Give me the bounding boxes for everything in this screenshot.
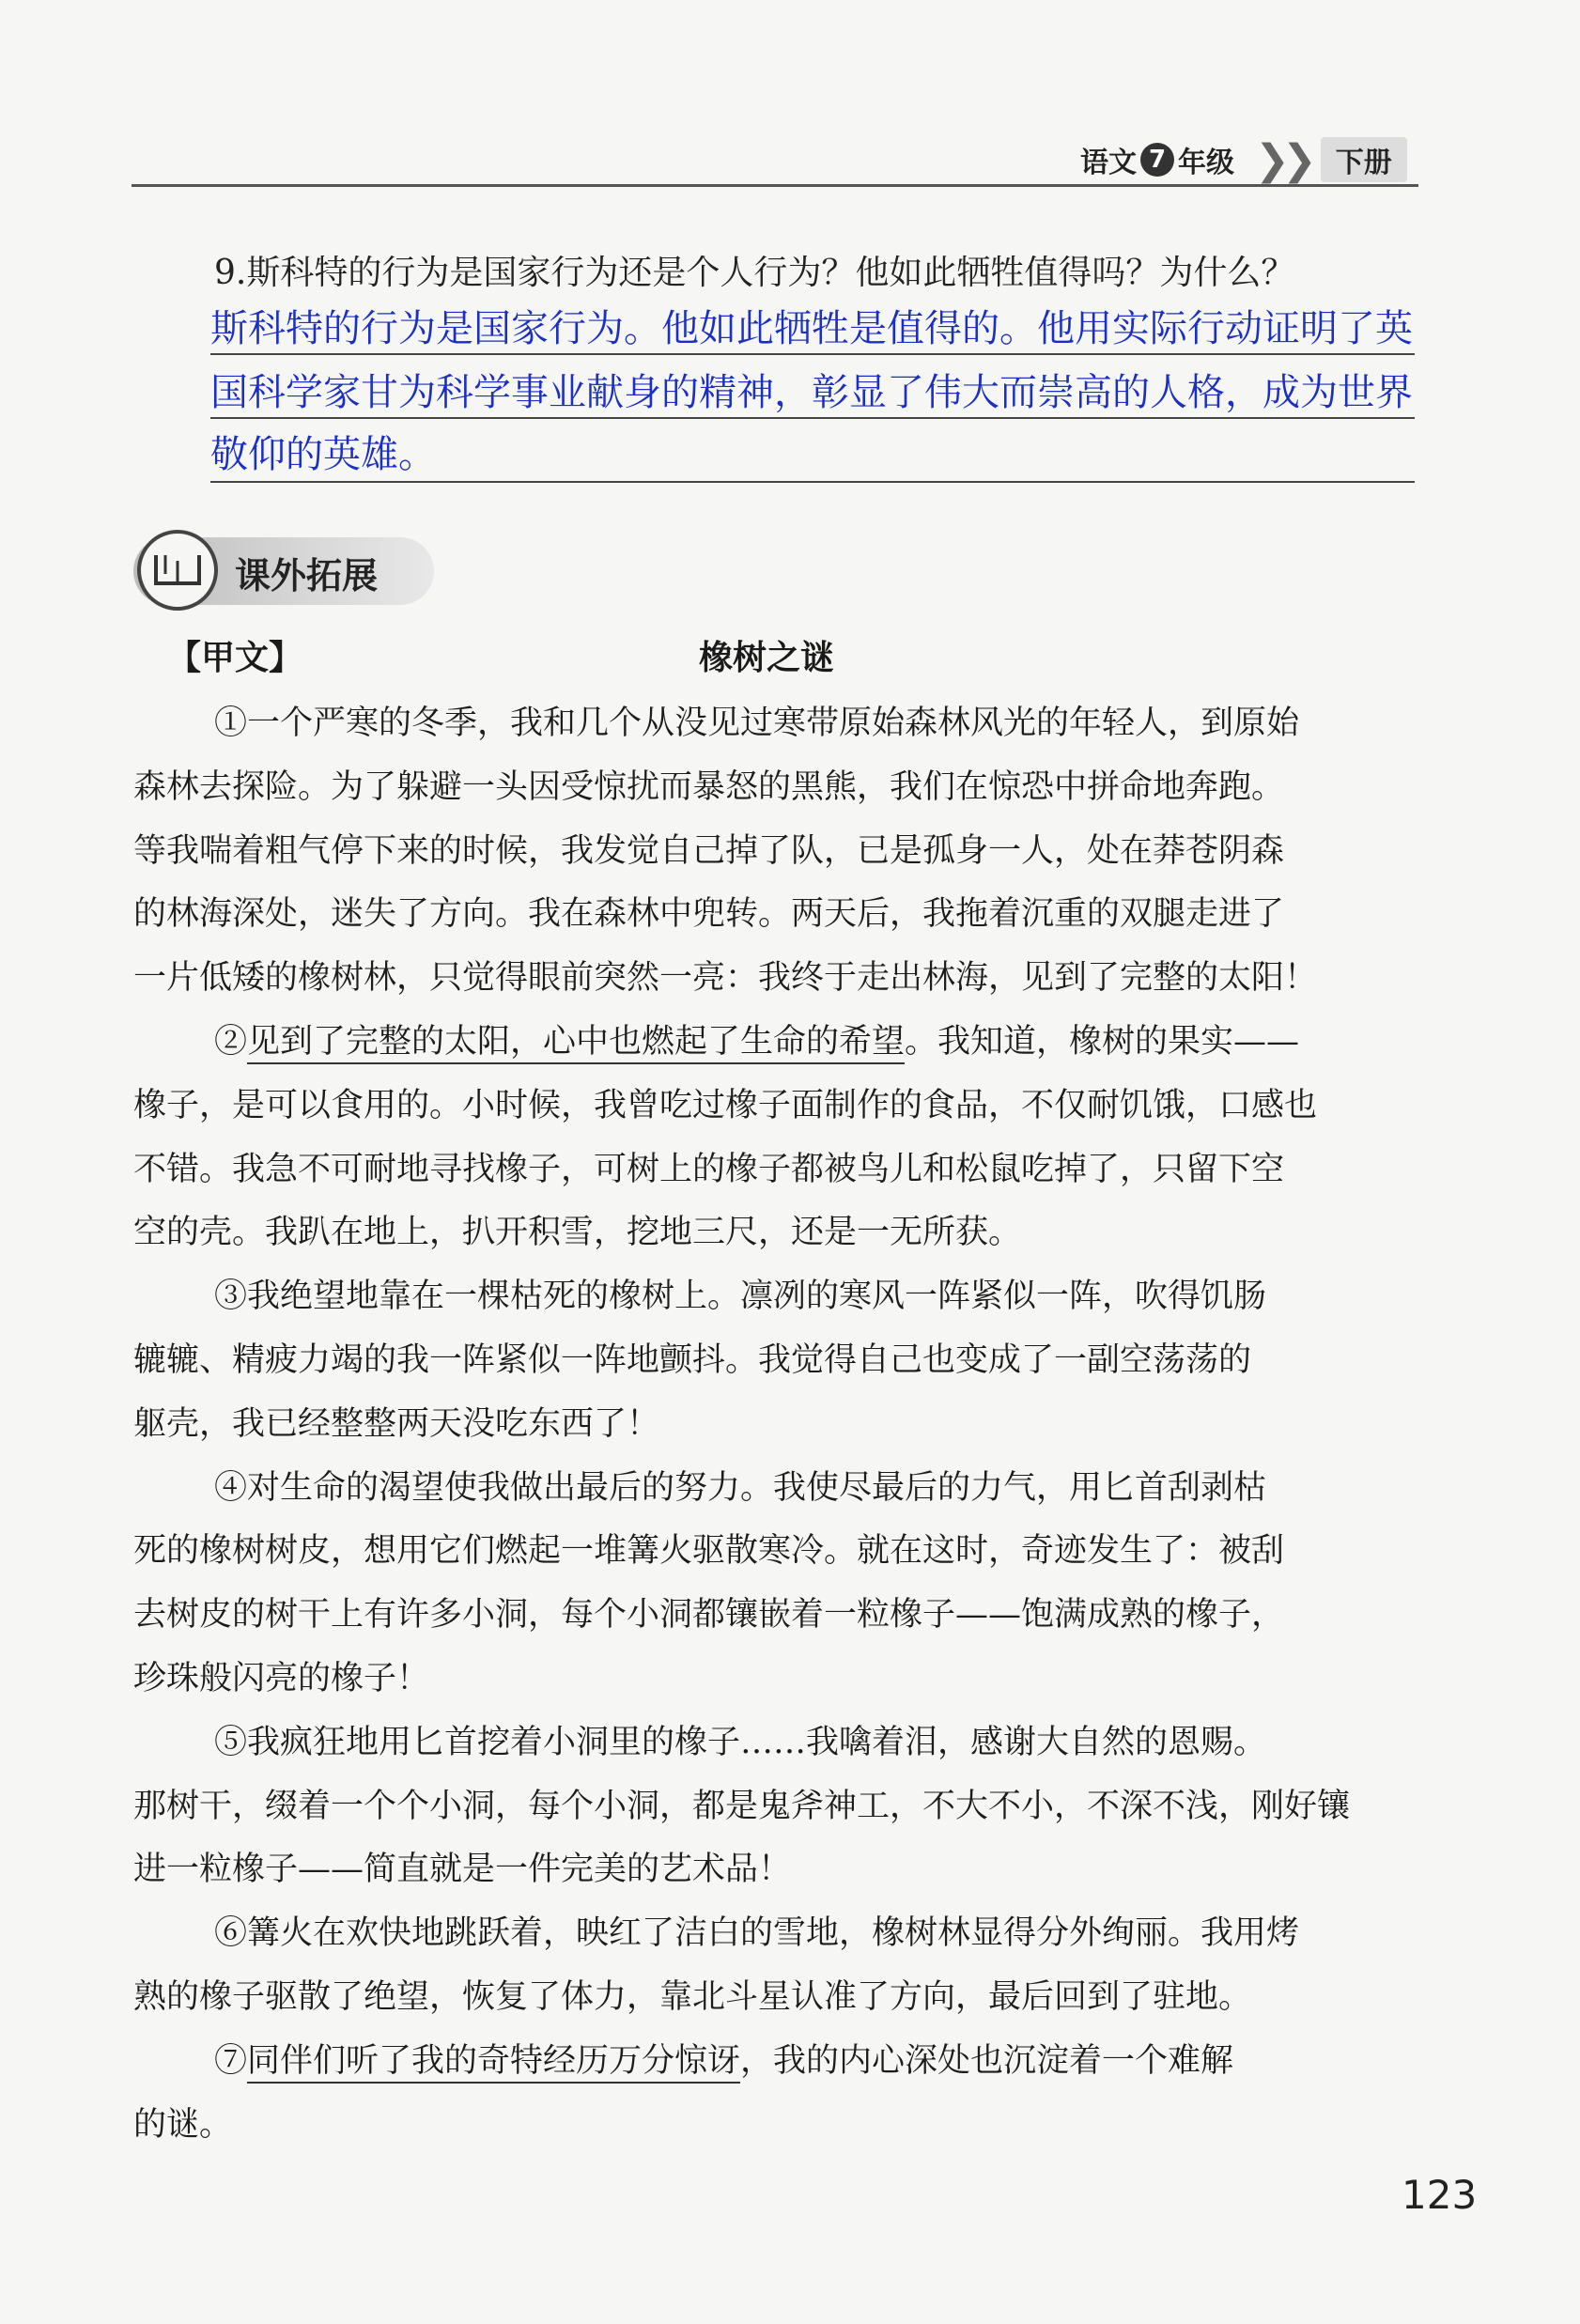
line-text: ③我绝望地靠在一棵枯死的橡树上。凛冽的寒风一阵紧似一阵，吹得饥肠: [214, 1278, 1267, 1315]
article-line: [133, 1971, 1251, 2018]
article-line: [214, 2035, 1233, 2082]
article-line: [133, 952, 1317, 999]
line-text: 躯壳，我已经整整两天没吃东西了！: [133, 1405, 660, 1443]
line-text: 森林去探险。为了躲避一头因受惊扰而暴怒的黑熊，我们在惊恐中拼命地奔跑。: [133, 768, 1285, 806]
page-header: [1080, 135, 1407, 184]
header-subject: 语文: [1080, 147, 1137, 179]
double-chevron-icon: ❯❯: [1255, 135, 1309, 184]
header-rule: [132, 184, 1418, 187]
line-text-tail: 。我知道，橡树的果实——: [905, 1023, 1300, 1061]
line-text: 等我喘着粗气停下来的时候，我发觉自己掉了队，已是孤身一人，处在莽苍阴森: [133, 832, 1285, 870]
header-grade: 年级: [1178, 147, 1234, 179]
line-text: 橡子，是可以食用的。小时候，我曾吃过橡子面制作的食品，不仅耐饥饿，口感也: [133, 1087, 1318, 1124]
answer-line-2: 国科学家甘为科学事业献身的精神，彰显了伟大而崇高的人格，成为世界: [210, 371, 1413, 414]
line-text: 的林海深处，迷失了方向。我在森林中兜转。两天后，我拖着沉重的双腿走进了: [133, 895, 1285, 933]
article-line: [214, 1462, 1266, 1509]
article-line: [133, 1780, 1350, 1827]
answer-line-3: 敬仰的英雄。: [210, 433, 436, 476]
line-text: 熟的橡子驱散了绝望，恢复了体力，靠北斗星认准了方向，最后回到了驻地。: [133, 1978, 1252, 2016]
article-line: [133, 1843, 791, 1890]
article-line: [133, 1334, 1251, 1381]
line-text: 不错。我急不可耐地寻找橡子，可树上的橡子都被鸟儿和松鼠吃掉了，只留下空: [133, 1151, 1285, 1188]
article-line: [214, 697, 1299, 744]
article-line: [133, 2099, 232, 2146]
article-line: [214, 1015, 1299, 1062]
article-line: [133, 761, 1284, 808]
line-text: ⑥篝火在欢快地跳跃着，映红了洁白的雪地，橡树林显得分外绚丽。我用烤: [214, 1914, 1300, 1952]
line-text: 珍珠般闪亮的橡子！: [133, 1660, 430, 1697]
line-text: 一片低矮的橡树林，只觉得眼前突然一亮：我终于走出林海，见到了完整的太阳！: [133, 959, 1318, 997]
article-line: [133, 1525, 1284, 1572]
line-text: 死的橡树树皮，想用它们燃起一堆篝火驱散寒冷。就在这时，奇迹发生了：被刮: [133, 1532, 1285, 1570]
line-text: 去树皮的树干上有许多小洞，每个小洞都镶嵌着一粒橡子——饱满成熟的橡子，: [133, 1596, 1285, 1634]
book-icon: [137, 530, 218, 611]
page-number: 123: [1402, 2172, 1478, 2218]
text-tag: 【甲文】: [167, 639, 303, 677]
answer-rule-1: [210, 353, 1415, 355]
section-title: 课外拓展: [235, 555, 379, 596]
answer-rule-2: [210, 417, 1415, 419]
line-text: ②: [214, 1023, 248, 1061]
line-text: ⑦: [214, 2042, 248, 2080]
article-line: [133, 1652, 429, 1699]
line-text: ①一个严寒的冬季，我和几个从没见过寒带原始森林风光的年轻人，到原始: [214, 705, 1300, 742]
answer-line-1: 斯科特的行为是国家行为。他如此牺牲是值得的。他用实际行动证明了英: [210, 307, 1413, 350]
question-9: 9.斯科特的行为是国家行为还是个人行为？他如此牺牲值得吗？为什么？: [214, 254, 1295, 292]
underlined-phrase: 见到了完整的太阳，心中也燃起了生命的希望: [247, 1023, 905, 1064]
article-line: [133, 1588, 1284, 1635]
article-line: [133, 1398, 659, 1445]
article-line: [214, 1270, 1266, 1317]
article-title: 橡树之谜: [699, 639, 835, 677]
article-line: [214, 1716, 1266, 1763]
grade-number-badge: 7: [1140, 143, 1174, 177]
article-line: [133, 888, 1284, 935]
article-line: [133, 1206, 1021, 1253]
line-text: 进一粒橡子——简直就是一件完美的艺术品！: [133, 1851, 792, 1888]
line-text: ⑤我疯狂地用匕首挖着小洞里的橡子……我噙着泪，感谢大自然的恩赐。: [214, 1724, 1267, 1761]
article-line: [214, 1907, 1299, 1954]
article-line: [133, 1143, 1284, 1190]
line-text: 的谜。: [133, 2106, 233, 2144]
answer-rule-3: [210, 481, 1415, 483]
article-line: [133, 1079, 1317, 1126]
underlined-phrase: 同伴们听了我的奇特经历万分惊讶: [247, 2042, 740, 2084]
line-text: 空的壳。我趴在地上，扒开积雪，挖地三尺，还是一无所获。: [133, 1214, 1022, 1251]
header-volume: 下册: [1321, 137, 1407, 182]
line-text: 辘辘、精疲力竭的我一阵紧似一阵地颤抖。我觉得自己也变成了一副空荡荡的: [133, 1341, 1252, 1379]
article-line: [133, 825, 1284, 872]
line-text: 那树干，缀着一个个小洞，每个小洞，都是鬼斧神工，不大不小，不深不浅，刚好镶: [133, 1788, 1351, 1825]
line-text: ④对生命的渴望使我做出最后的努力。我使尽最后的力气，用匕首刮剥枯: [214, 1469, 1267, 1507]
line-text-tail: ，我的内心深处也沉淀着一个难解: [740, 2042, 1234, 2080]
